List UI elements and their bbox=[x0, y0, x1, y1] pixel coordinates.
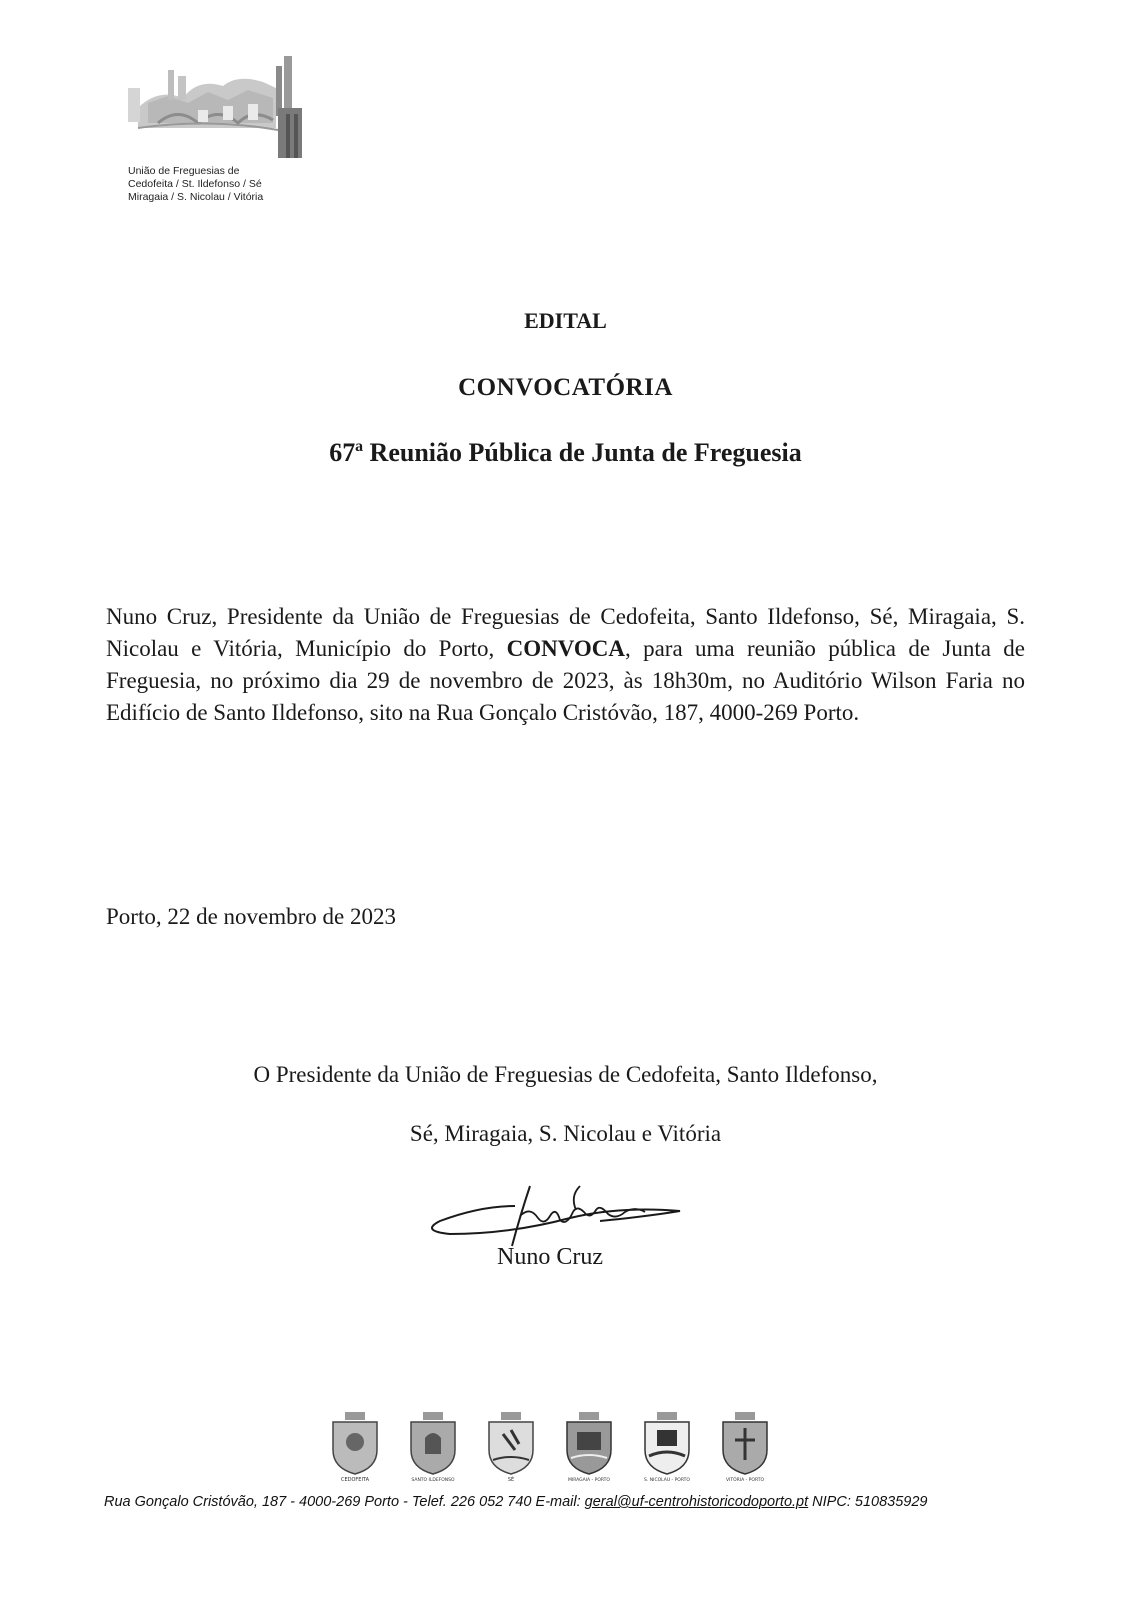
parish-name-line: Miragaia / S. Nicolau / Vitória bbox=[128, 191, 264, 203]
place-date-line: Porto, 22 de novembro de 2023 bbox=[106, 904, 397, 929]
parish-logo bbox=[128, 48, 306, 158]
crest-label: MIRAGAIA - PORTO bbox=[568, 1478, 610, 1482]
vitoria-crest-icon bbox=[715, 1410, 775, 1482]
footer-nipc: NIPC: 510835929 bbox=[808, 1494, 928, 1510]
paragraph-text-start: Nuno Cruz, Presidente da União de Freguesias de Cedofeita, Santo Ildefonso, Sé, Miragaia, S. Nicolau e Vitória, Município do Porto, bbox=[106, 604, 1025, 661]
miragaia-crest-icon bbox=[559, 1410, 619, 1482]
sao-nicolau-crest-icon bbox=[637, 1410, 697, 1482]
crest-label: VITÓRIA - PORTO bbox=[725, 1478, 765, 1482]
convoca-emphasis: CONVOCA bbox=[506, 636, 625, 661]
convocation-paragraph bbox=[106, 601, 1025, 729]
paragraph-text-end: , para uma reunião pública de Junta de Freguesia, no próximo dia 29 de novembro de 2023, às 18h30m, no Auditório Wilson Faria no Edifício de Santo Ildefonso, sito na Rua Gonçalo Cristóvão, 187, 4000-269 Porto. bbox=[106, 636, 1025, 725]
document-type-heading: EDITAL bbox=[524, 308, 607, 333]
signatory-title-line-1: O Presidente da União de Freguesias de Cedofeita, Santo Ildefonso, bbox=[253, 1062, 878, 1087]
signatory-title-line-2: Sé, Miragaia, S. Nicolau e Vitória bbox=[409, 1121, 722, 1146]
crest-label: S. NICOLAU - PORTO bbox=[644, 1478, 690, 1482]
crest-label: CEDOFEITA bbox=[340, 1477, 370, 1482]
santo-ildefonso-crest-icon bbox=[403, 1410, 463, 1482]
footer-address: Rua Gonçalo Cristóvão, 187 - 4000-269 Porto - Telef. 226 052 740 E-mail: bbox=[104, 1494, 585, 1510]
se-crest-icon bbox=[481, 1410, 541, 1482]
parish-name-line: Cedofeita / St. Ildefonso / Sé bbox=[128, 178, 262, 190]
cedofeita-crest-icon bbox=[325, 1410, 385, 1482]
meeting-subject-heading: 67ª Reunião Pública de Junta de Freguesia bbox=[329, 438, 802, 467]
parish-name bbox=[128, 165, 328, 204]
convocation-heading: CONVOCATÓRIA bbox=[458, 374, 673, 401]
crest-label: SANTO ILDEFONSO bbox=[411, 1478, 455, 1482]
footer-email-link[interactable]: geral@uf-centrohistoricodoporto.pt bbox=[584, 1494, 809, 1510]
parish-crests bbox=[325, 1410, 775, 1482]
signer-name: Nuno Cruz bbox=[497, 1244, 603, 1270]
parish-name-line: União de Freguesias de bbox=[128, 165, 240, 177]
footer-contact-line bbox=[104, 1494, 1034, 1510]
crest-label: SÉ bbox=[507, 1477, 515, 1482]
